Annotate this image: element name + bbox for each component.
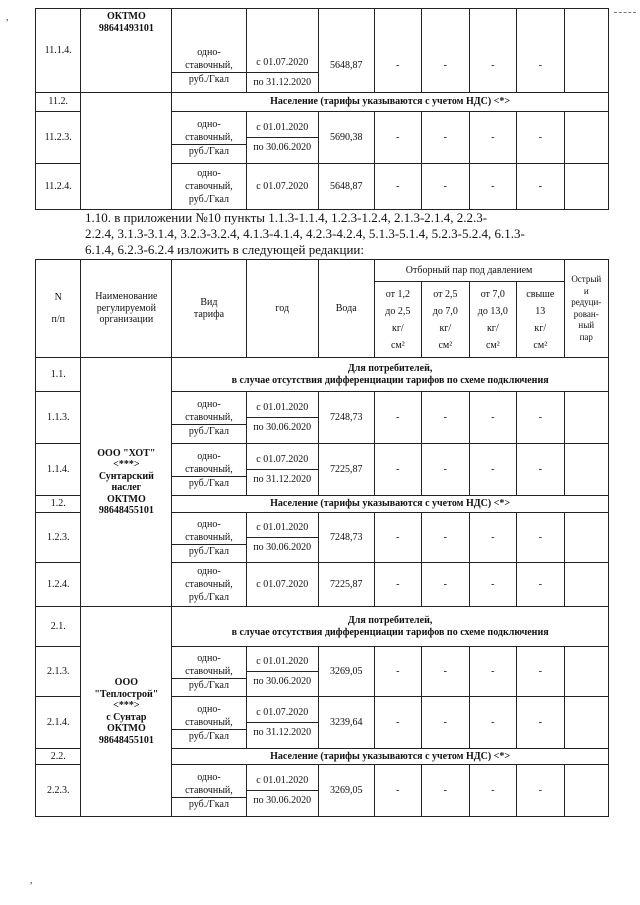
header-p1-text: от 1,2 до 2,5 кг/ см² bbox=[385, 288, 411, 351]
period bbox=[246, 697, 318, 749]
header-god: год bbox=[246, 260, 318, 358]
period-from: с 01.07.2020 bbox=[256, 454, 309, 465]
row-number: 1.2.4. bbox=[36, 563, 81, 607]
row-number: 1.1.3. bbox=[36, 392, 81, 444]
water-value: 5648,87 bbox=[318, 9, 374, 93]
steam-value: - bbox=[422, 697, 469, 749]
tariff-type-line: одно- bbox=[197, 518, 221, 530]
tariff-type-line: ставочный, bbox=[185, 131, 233, 143]
water-value: 3269,05 bbox=[318, 647, 374, 697]
steam-value: - bbox=[374, 647, 421, 697]
tariff-type bbox=[172, 563, 246, 607]
row-number: 2.1.4. bbox=[36, 697, 81, 749]
steam-value: - bbox=[374, 444, 421, 496]
water-value: 5690,38 bbox=[318, 112, 374, 164]
tariff-type-line: ставочный, bbox=[185, 531, 233, 543]
steam-value: - bbox=[422, 112, 469, 164]
header-steam: Отборный пар под давлением bbox=[374, 260, 564, 282]
amendment-paragraph bbox=[85, 210, 605, 258]
table-row bbox=[36, 164, 609, 210]
tariff-type-line: руб./Гкал bbox=[172, 678, 245, 692]
period-to: по 30.06.2020 bbox=[247, 417, 318, 437]
header-p3 bbox=[469, 282, 516, 358]
steam-value: - bbox=[469, 444, 516, 496]
period-from: с 01.01.2020 bbox=[256, 656, 309, 667]
header-p4-text: свыше 13 кг/ см² bbox=[526, 288, 555, 351]
tariff-type-line: одно- bbox=[197, 771, 221, 783]
steam-value: - bbox=[517, 9, 564, 93]
tariff-type bbox=[172, 112, 246, 164]
steam-value: - bbox=[422, 9, 469, 93]
tariff-type-line: ставочный, bbox=[185, 181, 233, 192]
period bbox=[246, 444, 318, 496]
org-text: ОКТМО 98641493101 bbox=[98, 11, 154, 34]
consumers-line: Для потребителей, bbox=[347, 363, 433, 374]
tariff-type-line: одно- bbox=[197, 118, 221, 130]
period-to: по 30.06.2020 bbox=[247, 137, 318, 157]
tariff-type-line: руб./Гкал bbox=[172, 729, 245, 743]
steam-value: - bbox=[517, 164, 564, 210]
tariff-type bbox=[172, 765, 246, 817]
period-from: с 01.07.2020 bbox=[246, 563, 318, 607]
steam-value bbox=[564, 9, 608, 93]
tariff-type-line: одно- bbox=[197, 450, 221, 462]
steam-value: - bbox=[374, 112, 421, 164]
tariff-table-top bbox=[35, 8, 609, 210]
header-num-text: N п/п bbox=[51, 291, 65, 325]
period-to: по 31.12.2020 bbox=[247, 469, 318, 489]
steam-value: - bbox=[374, 697, 421, 749]
period bbox=[246, 513, 318, 563]
period bbox=[246, 765, 318, 817]
steam-value bbox=[564, 444, 608, 496]
tariff-type-line: ставочный, bbox=[185, 59, 233, 71]
organization-name bbox=[81, 164, 172, 210]
tariff-type-line: одно- bbox=[197, 566, 221, 577]
tariff-type-line: руб./Гкал bbox=[172, 424, 245, 438]
steam-value: - bbox=[422, 164, 469, 210]
steam-value: - bbox=[517, 112, 564, 164]
period bbox=[246, 112, 318, 164]
tariff-type-line: ставочный, bbox=[185, 665, 233, 677]
margin-mark: , bbox=[30, 875, 33, 886]
row-number: 2.1.3. bbox=[36, 647, 81, 697]
tariff-type-line: ставочный, bbox=[185, 784, 233, 796]
period-to: по 31.12.2020 bbox=[247, 722, 318, 742]
header-last-text: Острый и редуци- рован- ный пар bbox=[571, 274, 602, 342]
row-number: 11.2.3. bbox=[36, 112, 81, 164]
organization-name bbox=[81, 93, 172, 112]
row-number: 2.1. bbox=[36, 607, 81, 647]
organization-name bbox=[81, 112, 172, 164]
consumers-line: в случае отсутствия дифференциации тарифов по схеме подключения bbox=[231, 626, 549, 638]
header-vid bbox=[172, 260, 246, 358]
water-value: 3269,05 bbox=[318, 765, 374, 817]
steam-value: - bbox=[469, 513, 516, 563]
tariff-type bbox=[172, 513, 246, 563]
steam-value: - bbox=[422, 647, 469, 697]
period-to: по 30.06.2020 bbox=[247, 790, 318, 810]
steam-value: - bbox=[469, 697, 516, 749]
row-number: 11.2.4. bbox=[36, 164, 81, 210]
organization-name bbox=[81, 607, 172, 817]
row-number: 2.2.3. bbox=[36, 765, 81, 817]
tariff-type bbox=[172, 9, 246, 93]
population-note: Население (тарифы указываются с учетом НДС) <*> bbox=[172, 749, 609, 765]
steam-value: - bbox=[374, 765, 421, 817]
tariff-type-line: руб./Гкал bbox=[172, 144, 245, 158]
tariff-type bbox=[172, 647, 246, 697]
consumers-line: Для потребителей, bbox=[347, 615, 433, 626]
period-from: с 01.01.2020 bbox=[256, 122, 309, 133]
org-text: ООО "ХОТ" <***> Сунтарский наслег ОКТМО 98648455101 bbox=[97, 447, 156, 516]
population-note: Население (тарифы указываются с учетом НДС) <*> bbox=[172, 93, 609, 112]
water-value: 3239,64 bbox=[318, 697, 374, 749]
steam-value: - bbox=[422, 765, 469, 817]
steam-value: - bbox=[469, 164, 516, 210]
tariff-type-line: ставочный, bbox=[185, 716, 233, 728]
organization-name bbox=[81, 358, 172, 607]
organization-name bbox=[81, 9, 172, 93]
tariff-type-line: руб./Гкал bbox=[172, 797, 245, 811]
tariff-type-line: одно- bbox=[197, 46, 221, 58]
tariff-type-line: руб./Гкал bbox=[172, 72, 245, 86]
period-to: по 30.06.2020 bbox=[247, 537, 318, 557]
water-value: 5648,87 bbox=[318, 164, 374, 210]
water-value: 7248,73 bbox=[318, 513, 374, 563]
tariff-type-line: одно- bbox=[197, 398, 221, 410]
header-p2 bbox=[422, 282, 469, 358]
table-row bbox=[36, 358, 609, 392]
steam-value: - bbox=[469, 9, 516, 93]
table-row bbox=[36, 93, 609, 112]
steam-value: - bbox=[469, 112, 516, 164]
steam-value: - bbox=[374, 392, 421, 444]
header-last bbox=[564, 260, 608, 358]
period-from: с 01.01.2020 bbox=[256, 402, 309, 413]
period-from: с 01.07.2020 bbox=[246, 164, 318, 210]
steam-value bbox=[564, 513, 608, 563]
steam-value: - bbox=[374, 513, 421, 563]
tariff-type bbox=[172, 697, 246, 749]
paragraph-line: 1.10. в приложении №10 пункты 1.1.3-1.1.4, 1.2.3-1.2.4, 2.1.3-2.1.4, 2.2.3- bbox=[85, 210, 488, 225]
header-p1 bbox=[374, 282, 421, 358]
steam-value: - bbox=[374, 9, 421, 93]
period-from: с 01.07.2020 bbox=[256, 707, 309, 718]
steam-value: - bbox=[374, 164, 421, 210]
header-voda: Вода bbox=[318, 260, 374, 358]
steam-value: - bbox=[469, 765, 516, 817]
period bbox=[246, 9, 318, 93]
steam-value bbox=[564, 765, 608, 817]
population-note: Население (тарифы указываются с учетом НДС) <*> bbox=[172, 496, 609, 513]
header-num bbox=[36, 260, 81, 358]
header-p4 bbox=[517, 282, 564, 358]
steam-value bbox=[564, 563, 608, 607]
row-number: 1.1. bbox=[36, 358, 81, 392]
steam-value: - bbox=[517, 444, 564, 496]
row-number: 1.2.3. bbox=[36, 513, 81, 563]
tariff-type-line: одно- bbox=[197, 703, 221, 715]
steam-value bbox=[564, 697, 608, 749]
steam-value bbox=[564, 647, 608, 697]
period bbox=[246, 647, 318, 697]
tariff-type-line: одно- bbox=[197, 168, 221, 179]
tariff-type-line: руб./Гкал bbox=[188, 592, 229, 603]
water-value: 7225,87 bbox=[318, 563, 374, 607]
tariff-type-line: ставочный, bbox=[185, 463, 233, 475]
water-value: 7248,73 bbox=[318, 392, 374, 444]
tariff-type-line: руб./Гкал bbox=[172, 476, 245, 490]
steam-value: - bbox=[517, 563, 564, 607]
header-row bbox=[36, 260, 609, 282]
steam-value: - bbox=[469, 647, 516, 697]
paragraph-line: 2.2.4, 3.1.3-3.1.4, 3.2.3-3.2.4, 4.1.3-4.1.4, 4.2.3-4.2.4, 5.1.3-5.1.4, 5.2.3-5.2.4, 6.1.3- bbox=[85, 226, 525, 241]
row-number: 11.1.4. bbox=[36, 9, 81, 93]
period bbox=[246, 392, 318, 444]
row-number: 1.2. bbox=[36, 496, 81, 513]
row-number: 1.1.4. bbox=[36, 444, 81, 496]
header-vid-text: Вид тарифа bbox=[193, 297, 225, 320]
steam-value: - bbox=[422, 444, 469, 496]
margin-scan-mark bbox=[614, 12, 636, 53]
steam-value bbox=[564, 164, 608, 210]
header-p3-text: от 7,0 до 13,0 кг/ см² bbox=[477, 288, 508, 351]
tariff-table-main bbox=[35, 259, 609, 817]
steam-value: - bbox=[469, 563, 516, 607]
table-row bbox=[36, 112, 609, 164]
paragraph-line: 6.1.4, 6.2.3-6.2.4 изложить в следующей редакции: bbox=[85, 242, 364, 257]
steam-value: - bbox=[517, 392, 564, 444]
header-p2-text: от 2,5 до 7,0 кг/ см² bbox=[432, 288, 458, 351]
steam-value: - bbox=[517, 697, 564, 749]
steam-value: - bbox=[517, 513, 564, 563]
steam-value: - bbox=[422, 563, 469, 607]
tariff-type bbox=[172, 444, 246, 496]
period-from: с 01.01.2020 bbox=[256, 775, 309, 786]
water-value: 7225,87 bbox=[318, 444, 374, 496]
table-row bbox=[36, 9, 609, 93]
tariff-type-line: ставочный, bbox=[185, 579, 233, 590]
period-from: с 01.01.2020 bbox=[256, 522, 309, 533]
header-org-text: Наименование регулируемой организации bbox=[95, 291, 158, 326]
consumers-line: в случае отсутствия дифференциации тарифов по схеме подключения bbox=[231, 374, 549, 386]
row-number: 11.2. bbox=[36, 93, 81, 112]
period-to: по 31.12.2020 bbox=[247, 72, 318, 92]
consumers-note bbox=[172, 358, 609, 392]
row-number: 2.2. bbox=[36, 749, 81, 765]
steam-value bbox=[564, 112, 608, 164]
steam-value: - bbox=[469, 392, 516, 444]
consumers-note bbox=[172, 607, 609, 647]
margin-mark: , bbox=[6, 12, 9, 23]
tariff-type-line: одно- bbox=[197, 652, 221, 664]
tariff-type bbox=[172, 164, 246, 210]
steam-value: - bbox=[374, 563, 421, 607]
header-org bbox=[81, 260, 172, 358]
org-text: ООО "Теплострой" <***> с Сунтар ОКТМО 98648455101 bbox=[94, 677, 159, 746]
tariff-type-line: руб./Гкал bbox=[172, 544, 245, 558]
period-from: с 01.07.2020 bbox=[256, 57, 309, 68]
tariff-type bbox=[172, 392, 246, 444]
steam-value: - bbox=[517, 647, 564, 697]
period-to: по 30.06.2020 bbox=[247, 671, 318, 691]
table-row bbox=[36, 607, 609, 647]
steam-value: - bbox=[422, 513, 469, 563]
steam-value bbox=[564, 392, 608, 444]
tariff-type-line: руб./Гкал bbox=[188, 194, 229, 205]
steam-value: - bbox=[517, 765, 564, 817]
tariff-type-line: ставочный, bbox=[185, 411, 233, 423]
steam-value: - bbox=[422, 392, 469, 444]
